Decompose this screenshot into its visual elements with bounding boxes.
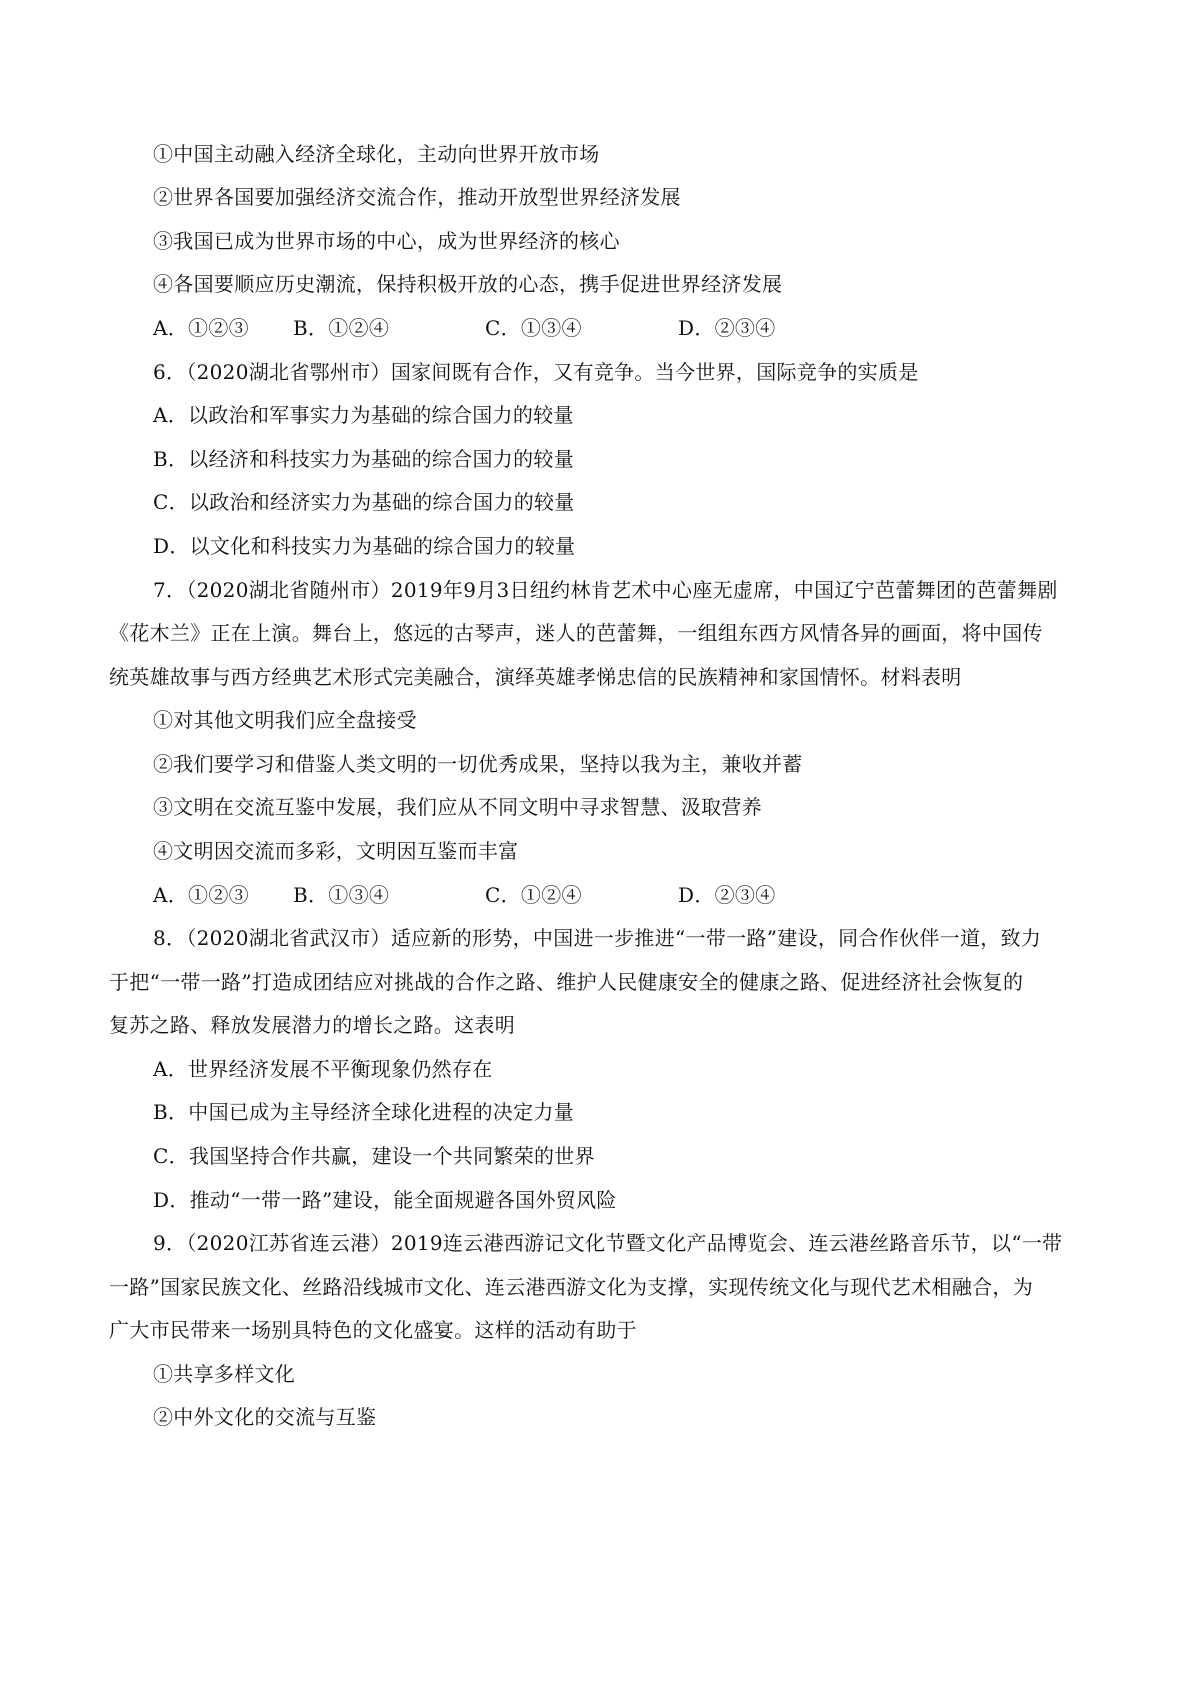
q8-option-d: D．推动“一带一路”建设，能全面规避各国外贸风险: [153, 1188, 617, 1212]
q5-option-b: B．①②④: [293, 316, 390, 340]
q5-item-1: ①中国主动融入经济全球化，主动向世界开放市场: [153, 142, 600, 166]
q9-stem-line-1: 9．（2020江苏省连云港）2019连云港西游记文化节暨文化产品博览会、连云港丝路音乐节，以“一带: [153, 1231, 1063, 1255]
q8-option-c: C．我国坚持合作共赢，建设一个共同繁荣的世界: [153, 1144, 595, 1168]
q8-option-a: A．世界经济发展不平衡现象仍然存在: [153, 1057, 493, 1081]
q8-stem-line-1: 8．（2020湖北省武汉市）适应新的形势，中国进一步推进“一带一路”建设，同合作伙伴一道，致力: [153, 926, 1042, 950]
q5-item-4: ④各国要顺应历史潮流，保持积极开放的心态，携手促进世界经济发展: [153, 272, 783, 296]
q9-item-1: ①共享多样文化: [153, 1362, 296, 1386]
q9-item-2: ②中外文化的交流与互鉴: [153, 1405, 377, 1429]
q8-option-b: B．中国已成为主导经济全球化进程的决定力量: [153, 1100, 574, 1124]
q6-stem: 6．（2020湖北省鄂州市）国家间既有合作，又有竞争。当今世界，国际竞争的实质是: [153, 360, 919, 384]
q9-stem-line-3: 广大市民带来一场别具特色的文化盛宴。这样的活动有助于: [109, 1318, 637, 1342]
q9-stem-line-2: 一路”国家民族文化、丝路沿线城市文化、连云港西游文化为支撑，实现传统文化与现代艺术相融合，为: [109, 1275, 1034, 1299]
q5-item-2: ②世界各国要加强经济交流合作，推动开放型世界经济发展: [153, 185, 681, 209]
q7-option-d: D．②③④: [678, 883, 776, 907]
q5-option-d: D．②③④: [678, 316, 776, 340]
q7-option-c: C．①②④: [485, 883, 582, 907]
q6-option-d: D．以文化和科技实力为基础的综合国力的较量: [153, 534, 576, 558]
q6-option-a: A．以政治和军事实力为基础的综合国力的较量: [153, 403, 574, 427]
q5-option-c: C．①③④: [485, 316, 582, 340]
q5-option-a: A．①②③: [153, 316, 249, 340]
q7-stem-line-2: 《花木兰》正在上演。舞台上，悠远的古琴声，迷人的芭蕾舞，一组组东西方风情各异的画面，将中国传: [109, 621, 1043, 645]
q7-item-2: ②我们要学习和借鉴人类文明的一切优秀成果，坚持以我为主，兼收并蓄: [153, 752, 803, 776]
q6-option-c: C．以政治和经济实力为基础的综合国力的较量: [153, 490, 575, 514]
q7-option-b: B．①③④: [293, 883, 390, 907]
q7-option-a: A．①②③: [153, 883, 249, 907]
q7-item-1: ①对其他文明我们应全盘接受: [153, 708, 417, 732]
q7-stem-line-1: 7．（2020湖北省随州市）2019年9月3日纽约林肯艺术中心座无虚席，中国辽宁芭蕾舞团的芭蕾舞剧: [153, 578, 1058, 602]
q7-item-4: ④文明因交流而多彩，文明因互鉴而丰富: [153, 839, 519, 863]
q7-item-3: ③文明在交流互鉴中发展，我们应从不同文明中寻求智慧、汲取营养: [153, 795, 762, 819]
q7-stem-line-3: 统英雄故事与西方经典艺术形式完美融合，演绎英雄孝悌忠信的民族精神和家国情怀。材料表明: [109, 665, 962, 689]
q8-stem-line-3: 复苏之路、释放发展潜力的增长之路。这表明: [109, 1013, 515, 1037]
q8-stem-line-2: 于把“一带一路”打造成团结应对挑战的合作之路、维护人民健康安全的健康之路、促进经济社会恢复的: [109, 970, 1024, 994]
q6-option-b: B．以经济和科技实力为基础的综合国力的较量: [153, 447, 574, 471]
q5-item-3: ③我国已成为世界市场的中心，成为世界经济的核心: [153, 229, 620, 253]
